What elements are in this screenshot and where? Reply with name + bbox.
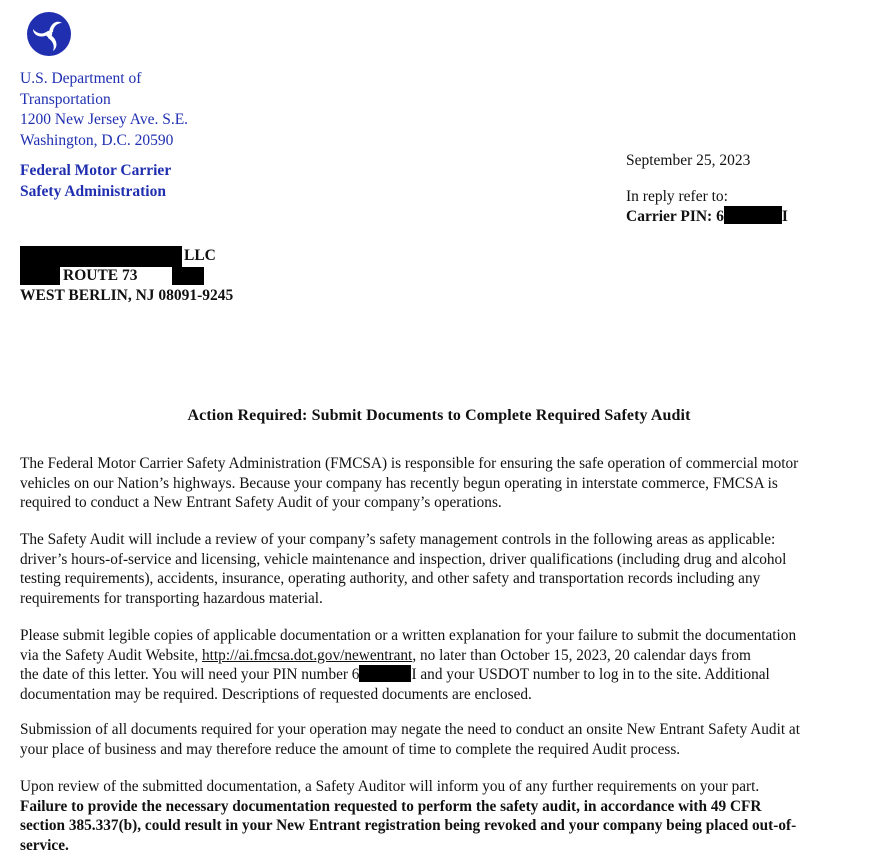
letter-date: September 25, 2023 xyxy=(626,152,751,169)
redaction-box xyxy=(724,206,782,224)
admin-line: Safety Administration xyxy=(20,182,166,200)
agency-line: U.S. Department of xyxy=(20,70,142,87)
pin-suffix: I xyxy=(781,208,788,225)
paragraph-line: The Safety Audit will include a review of your company’s safety management controls in the following areas as applicable: xyxy=(20,531,776,548)
redaction-box xyxy=(20,246,182,267)
paragraph-onsite-audit xyxy=(20,720,800,759)
paragraph-line: vehicles on our Nation’s highways. Because your company has recently begun operating in interstate commerce, FMCSA is xyxy=(20,474,778,492)
paragraph-line: Please submit legible copies of applicable documentation or a written explanation for your failure to submit the documentation xyxy=(20,627,797,644)
paragraph-audit-scope xyxy=(20,530,786,608)
paragraph-line: documentation may be required. Descriptions of requested documents are enclosed. xyxy=(20,685,532,703)
paragraph-line xyxy=(20,646,796,666)
warning-line: service. xyxy=(20,836,69,854)
agency-line: Transportation xyxy=(20,90,111,108)
agency-block xyxy=(20,69,188,202)
city-line: WEST BERLIN, NJ 08091-9245 xyxy=(20,287,234,304)
warning-line: Failure to provide the necessary documentation requested to perform the safety audit, in accordance with 49 CFR xyxy=(20,797,762,815)
paragraph-submit-instructions xyxy=(20,626,796,704)
paragraph-line: The Federal Motor Carrier Safety Administration (FMCSA) is responsible for ensuring the safe operation of commercial motor xyxy=(20,455,799,472)
company-suffix: LLC xyxy=(184,247,216,264)
paragraph-line: your place of business and may therefore reduce the amount of time to complete the required Audit process. xyxy=(20,740,681,758)
text-segment: I and your USDOT number to log in to the site. Additional xyxy=(411,666,770,684)
text-segment: the date of this letter. You will need your PIN number 6 xyxy=(20,666,360,684)
safety-audit-website-link[interactable]: http://ai.fmcsa.dot.gov/newentrant xyxy=(202,646,413,664)
redaction-box xyxy=(20,267,60,285)
carrier-pin xyxy=(626,206,788,226)
recipient-address xyxy=(20,246,233,306)
redaction-box xyxy=(172,267,204,285)
warning-line: section 385.337(b), could result in your New Entrant registration being revoked and your company being placed out-of- xyxy=(20,817,797,835)
dot-triskelion-logo-icon xyxy=(26,11,72,57)
paragraph-consequences xyxy=(20,777,796,855)
agency-line: Washington, D.C. 20590 xyxy=(20,131,174,149)
paragraph-line: required to conduct a New Entrant Safety Audit of your company’s operations. xyxy=(20,494,502,512)
reply-reference xyxy=(626,187,788,226)
text-segment: , no later than October 15, 2023, 20 calendar days from xyxy=(412,646,751,664)
pin-label: Carrier PIN: 6 xyxy=(626,208,724,225)
paragraph-responsibility xyxy=(20,454,798,513)
paragraph-line xyxy=(20,665,796,685)
text-segment: via the Safety Audit Website, xyxy=(20,646,203,664)
agency-line: 1200 New Jersey Ave. S.E. xyxy=(20,111,189,128)
reply-label: In reply refer to: xyxy=(626,188,728,205)
admin-line: Federal Motor Carrier xyxy=(20,162,172,179)
administration-name xyxy=(20,161,188,202)
paragraph-line: Submission of all documents required for your operation may negate the need to conduct an onsite New Entrant Safety Audit at xyxy=(20,721,800,738)
paragraph-line: Upon review of the submitted documentation, a Safety Auditor will inform you of any further requirements on your part. xyxy=(20,778,760,795)
letter-title: Action Required: Submit Documents to Complete Required Safety Audit xyxy=(187,407,691,424)
street-name: ROUTE 73 xyxy=(63,267,138,284)
redaction-box xyxy=(359,665,411,682)
paragraph-line: testing requirements), accidents, insurance, operating authority, and other safety and transportation records including any xyxy=(20,570,761,588)
paragraph-line: requirements for transporting hazardous material. xyxy=(20,589,323,607)
paragraph-line: driver’s hours-of-service and licensing, vehicle maintenance and inspection, driver qualifications (including drug and alcohol xyxy=(20,550,787,568)
